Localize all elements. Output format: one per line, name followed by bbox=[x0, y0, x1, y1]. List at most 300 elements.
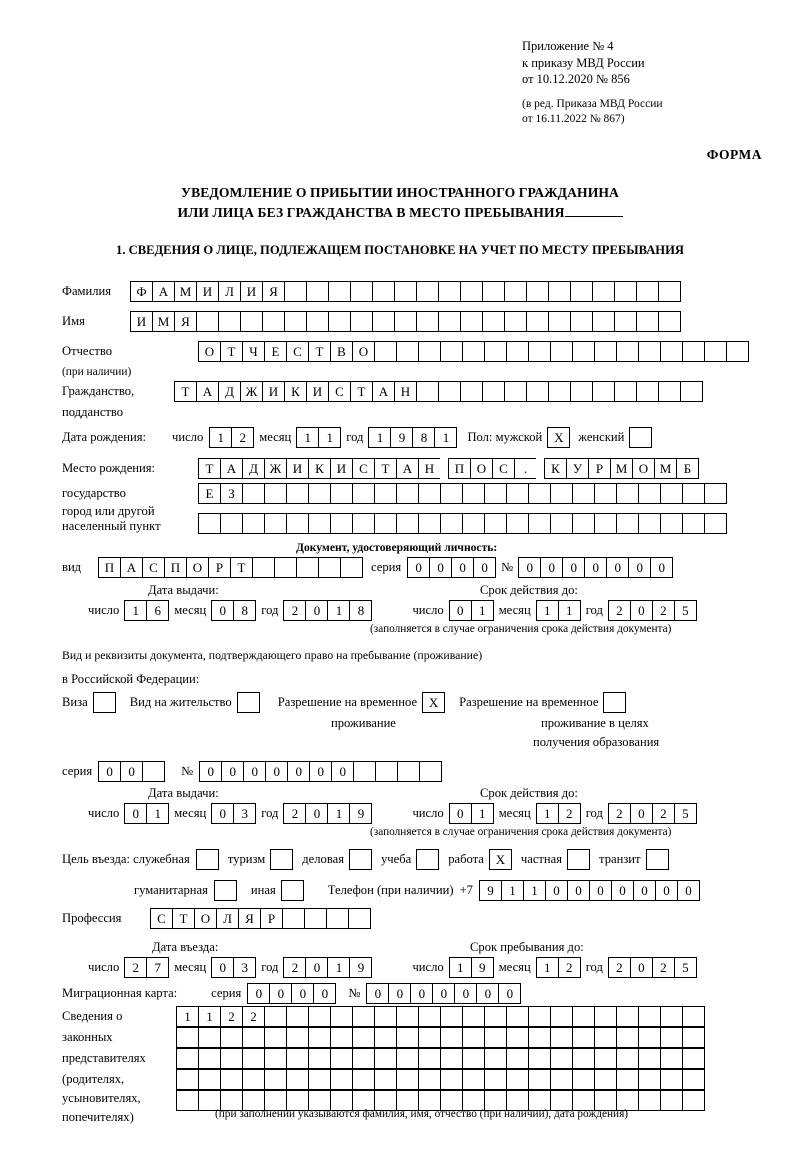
cell[interactable] bbox=[416, 311, 439, 332]
cell[interactable]: В bbox=[330, 341, 353, 362]
doc-type-input[interactable] bbox=[98, 557, 363, 578]
cell[interactable] bbox=[396, 341, 419, 362]
cell[interactable] bbox=[308, 483, 331, 504]
cell[interactable]: С bbox=[492, 458, 515, 479]
cell[interactable] bbox=[550, 513, 573, 534]
cell[interactable]: 0 bbox=[211, 803, 234, 824]
cell[interactable] bbox=[264, 1027, 287, 1048]
cell[interactable] bbox=[352, 483, 375, 504]
cell[interactable] bbox=[682, 1090, 705, 1111]
cell[interactable]: Н bbox=[418, 458, 441, 479]
cell[interactable] bbox=[306, 281, 329, 302]
cell[interactable]: 2 bbox=[652, 957, 675, 978]
cell[interactable] bbox=[726, 341, 749, 362]
cell[interactable] bbox=[440, 513, 463, 534]
entry-month-input[interactable] bbox=[211, 957, 256, 978]
cell[interactable] bbox=[526, 381, 549, 402]
cell[interactable] bbox=[526, 311, 549, 332]
cell[interactable] bbox=[567, 849, 590, 870]
cell[interactable]: 9 bbox=[349, 803, 372, 824]
cell[interactable] bbox=[242, 483, 265, 504]
cell[interactable] bbox=[374, 1069, 397, 1090]
cell[interactable] bbox=[242, 1069, 265, 1090]
cell[interactable] bbox=[462, 513, 485, 534]
cell[interactable] bbox=[682, 1027, 705, 1048]
cell[interactable] bbox=[240, 311, 263, 332]
cell[interactable] bbox=[506, 1069, 529, 1090]
legal-rep-input-4[interactable] bbox=[176, 1069, 705, 1090]
cell[interactable]: К bbox=[308, 458, 331, 479]
citizenship-input[interactable] bbox=[174, 381, 703, 402]
cell[interactable] bbox=[616, 513, 639, 534]
cell[interactable]: 0 bbox=[630, 957, 653, 978]
cell[interactable]: Т bbox=[308, 341, 331, 362]
purpose-work-checkbox[interactable] bbox=[489, 849, 512, 870]
cell[interactable]: 1 bbox=[471, 600, 494, 621]
cell[interactable]: 2 bbox=[608, 600, 631, 621]
cell[interactable]: М bbox=[152, 311, 175, 332]
cell[interactable]: 1 bbox=[434, 427, 457, 448]
cell[interactable] bbox=[548, 311, 571, 332]
cell[interactable] bbox=[176, 1090, 199, 1111]
cell[interactable] bbox=[274, 557, 297, 578]
cell[interactable]: 0 bbox=[98, 761, 121, 782]
cell[interactable] bbox=[506, 513, 529, 534]
cell[interactable] bbox=[504, 381, 527, 402]
cell[interactable] bbox=[638, 1048, 661, 1069]
cell[interactable] bbox=[374, 1048, 397, 1069]
cell[interactable]: 1 bbox=[176, 1006, 199, 1027]
cell[interactable] bbox=[349, 849, 372, 870]
cell[interactable] bbox=[396, 1027, 419, 1048]
cell[interactable] bbox=[308, 1006, 331, 1027]
doc-issue-year-input[interactable] bbox=[283, 600, 372, 621]
cell[interactable] bbox=[484, 1048, 507, 1069]
stay-day-input[interactable] bbox=[449, 957, 494, 978]
cell[interactable] bbox=[526, 281, 549, 302]
cell[interactable]: 1 bbox=[146, 803, 169, 824]
cell[interactable]: 1 bbox=[327, 600, 350, 621]
cell[interactable] bbox=[484, 1027, 507, 1048]
cell[interactable]: 1 bbox=[501, 880, 524, 901]
cell[interactable]: 0 bbox=[305, 957, 328, 978]
cell[interactable] bbox=[594, 1006, 617, 1027]
cell[interactable]: 0 bbox=[451, 557, 474, 578]
cell[interactable] bbox=[284, 311, 307, 332]
cell[interactable] bbox=[660, 483, 683, 504]
cell[interactable]: Я bbox=[238, 908, 261, 929]
cell[interactable]: 3 bbox=[233, 803, 256, 824]
cell[interactable] bbox=[93, 692, 116, 713]
cell[interactable] bbox=[264, 1048, 287, 1069]
cell[interactable]: 0 bbox=[449, 803, 472, 824]
cell[interactable] bbox=[418, 1069, 441, 1090]
cell[interactable]: 9 bbox=[471, 957, 494, 978]
cell[interactable] bbox=[638, 341, 661, 362]
purpose-private-checkbox[interactable] bbox=[567, 849, 590, 870]
cell[interactable] bbox=[374, 341, 397, 362]
edu-residence-checkbox[interactable] bbox=[603, 692, 626, 713]
cell[interactable]: Ч bbox=[242, 341, 265, 362]
cell[interactable] bbox=[638, 1027, 661, 1048]
cell[interactable] bbox=[306, 311, 329, 332]
cell[interactable]: 2 bbox=[242, 1006, 265, 1027]
cell[interactable] bbox=[638, 513, 661, 534]
cell[interactable]: А bbox=[372, 381, 395, 402]
cell[interactable] bbox=[237, 692, 260, 713]
cell[interactable] bbox=[550, 1069, 573, 1090]
cell[interactable] bbox=[418, 483, 441, 504]
cell[interactable]: 0 bbox=[650, 557, 673, 578]
cell[interactable] bbox=[220, 513, 243, 534]
cell[interactable]: 1 bbox=[368, 427, 391, 448]
cell[interactable] bbox=[440, 1027, 463, 1048]
doc-valid-month-input[interactable] bbox=[536, 600, 581, 621]
cell[interactable] bbox=[242, 1027, 265, 1048]
cell[interactable] bbox=[264, 1006, 287, 1027]
cell[interactable]: Ж bbox=[240, 381, 263, 402]
cell[interactable] bbox=[394, 311, 417, 332]
cell[interactable] bbox=[176, 1048, 199, 1069]
cell[interactable] bbox=[704, 341, 727, 362]
cell[interactable] bbox=[572, 1048, 595, 1069]
cell[interactable]: 0 bbox=[309, 761, 332, 782]
cell[interactable] bbox=[636, 381, 659, 402]
cell[interactable]: 0 bbox=[429, 557, 452, 578]
cell[interactable]: 2 bbox=[283, 957, 306, 978]
cell[interactable] bbox=[660, 1048, 683, 1069]
cell[interactable]: 3 bbox=[233, 957, 256, 978]
cell[interactable] bbox=[704, 513, 727, 534]
cell[interactable] bbox=[548, 381, 571, 402]
cell[interactable] bbox=[418, 513, 441, 534]
cell[interactable] bbox=[220, 1027, 243, 1048]
cell[interactable] bbox=[636, 311, 659, 332]
cell[interactable]: 0 bbox=[305, 803, 328, 824]
cell[interactable] bbox=[397, 761, 420, 782]
cell[interactable]: 5 bbox=[674, 600, 697, 621]
cell[interactable]: 2 bbox=[608, 957, 631, 978]
cell[interactable] bbox=[550, 483, 573, 504]
perm-valid-month-input[interactable] bbox=[536, 803, 581, 824]
cell[interactable] bbox=[286, 483, 309, 504]
cell[interactable]: 1 bbox=[536, 957, 559, 978]
cell[interactable] bbox=[660, 1006, 683, 1027]
cell[interactable]: 0 bbox=[476, 983, 499, 1004]
cell[interactable] bbox=[462, 1069, 485, 1090]
cell[interactable] bbox=[528, 1027, 551, 1048]
cell[interactable]: 0 bbox=[567, 880, 590, 901]
sex-male-checkbox[interactable] bbox=[547, 427, 570, 448]
cell[interactable]: 1 bbox=[318, 427, 341, 448]
birth-place-line3-input[interactable] bbox=[198, 513, 727, 534]
cell[interactable]: И bbox=[196, 281, 219, 302]
cell[interactable] bbox=[660, 1069, 683, 1090]
cell[interactable]: П bbox=[164, 557, 187, 578]
cell[interactable] bbox=[284, 281, 307, 302]
cell[interactable]: 0 bbox=[677, 880, 700, 901]
cell[interactable] bbox=[416, 381, 439, 402]
cell[interactable] bbox=[340, 557, 363, 578]
cell[interactable] bbox=[440, 341, 463, 362]
cell[interactable] bbox=[482, 311, 505, 332]
cell[interactable] bbox=[482, 281, 505, 302]
cell[interactable] bbox=[506, 1006, 529, 1027]
cell[interactable]: 0 bbox=[606, 557, 629, 578]
cell[interactable]: Х bbox=[489, 849, 512, 870]
cell[interactable] bbox=[176, 1027, 199, 1048]
cell[interactable]: 0 bbox=[291, 983, 314, 1004]
cell[interactable]: 0 bbox=[584, 557, 607, 578]
perm-valid-year-input[interactable] bbox=[608, 803, 697, 824]
cell[interactable] bbox=[594, 1048, 617, 1069]
cell[interactable] bbox=[438, 281, 461, 302]
cell[interactable]: О bbox=[198, 341, 221, 362]
cell[interactable] bbox=[658, 311, 681, 332]
cell[interactable] bbox=[374, 513, 397, 534]
cell[interactable] bbox=[462, 1027, 485, 1048]
cell[interactable]: М bbox=[654, 458, 677, 479]
cell[interactable] bbox=[374, 1006, 397, 1027]
cell[interactable] bbox=[198, 513, 221, 534]
doc-series-input[interactable] bbox=[407, 557, 496, 578]
cell[interactable] bbox=[636, 281, 659, 302]
legal-rep-input-1[interactable] bbox=[176, 1006, 705, 1027]
cell[interactable] bbox=[308, 1048, 331, 1069]
cell[interactable]: 0 bbox=[630, 600, 653, 621]
cell[interactable] bbox=[504, 311, 527, 332]
cell[interactable] bbox=[220, 1048, 243, 1069]
cell[interactable]: 9 bbox=[390, 427, 413, 448]
cell[interactable]: 0 bbox=[407, 557, 430, 578]
cell[interactable] bbox=[638, 483, 661, 504]
cell[interactable] bbox=[572, 1006, 595, 1027]
cell[interactable] bbox=[375, 761, 398, 782]
cell[interactable] bbox=[242, 1048, 265, 1069]
cell[interactable]: 2 bbox=[652, 600, 675, 621]
cell[interactable] bbox=[352, 1069, 375, 1090]
cell[interactable] bbox=[438, 311, 461, 332]
birth-place-settlement-type-input[interactable] bbox=[448, 458, 537, 479]
cell[interactable]: 1 bbox=[327, 803, 350, 824]
cell[interactable] bbox=[418, 1048, 441, 1069]
cell[interactable]: О bbox=[186, 557, 209, 578]
cell[interactable] bbox=[462, 1048, 485, 1069]
cell[interactable]: Ф bbox=[130, 281, 153, 302]
cell[interactable]: 0 bbox=[305, 600, 328, 621]
cell[interactable] bbox=[660, 1027, 683, 1048]
entry-year-input[interactable] bbox=[283, 957, 372, 978]
cell[interactable] bbox=[262, 311, 285, 332]
cell[interactable] bbox=[460, 381, 483, 402]
cell[interactable] bbox=[616, 1006, 639, 1027]
cell[interactable] bbox=[506, 1027, 529, 1048]
cell[interactable] bbox=[264, 1069, 287, 1090]
cell[interactable] bbox=[592, 281, 615, 302]
cell[interactable] bbox=[548, 281, 571, 302]
cell[interactable]: 0 bbox=[221, 761, 244, 782]
cell[interactable] bbox=[326, 908, 349, 929]
cell[interactable]: 0 bbox=[589, 880, 612, 901]
birth-place-line2-input[interactable] bbox=[198, 483, 727, 504]
stay-year-input[interactable] bbox=[608, 957, 697, 978]
doc-number-input[interactable] bbox=[518, 557, 673, 578]
cell[interactable]: Н bbox=[394, 381, 417, 402]
cell[interactable] bbox=[372, 281, 395, 302]
legal-rep-input-2[interactable] bbox=[176, 1027, 705, 1048]
mig-series-input[interactable] bbox=[247, 983, 336, 1004]
cell[interactable] bbox=[550, 341, 573, 362]
cell[interactable] bbox=[658, 381, 681, 402]
cell[interactable] bbox=[629, 427, 652, 448]
cell[interactable]: Д bbox=[242, 458, 265, 479]
cell[interactable] bbox=[242, 513, 265, 534]
cell[interactable]: 5 bbox=[674, 803, 697, 824]
cell[interactable]: Т bbox=[198, 458, 221, 479]
cell[interactable] bbox=[252, 557, 275, 578]
cell[interactable] bbox=[330, 1048, 353, 1069]
patronymic-input[interactable] bbox=[198, 341, 749, 362]
perm-issue-month-input[interactable] bbox=[211, 803, 256, 824]
cell[interactable]: 0 bbox=[243, 761, 266, 782]
cell[interactable]: Л bbox=[218, 281, 241, 302]
cell[interactable] bbox=[528, 1048, 551, 1069]
cell[interactable]: Ж bbox=[264, 458, 287, 479]
cell[interactable] bbox=[570, 311, 593, 332]
cell[interactable] bbox=[658, 281, 681, 302]
cell[interactable] bbox=[484, 1006, 507, 1027]
cell[interactable]: 0 bbox=[388, 983, 411, 1004]
cell[interactable] bbox=[528, 1006, 551, 1027]
cell[interactable] bbox=[308, 1027, 331, 1048]
cell[interactable]: Р bbox=[588, 458, 611, 479]
cell[interactable]: И bbox=[240, 281, 263, 302]
cell[interactable]: 1 bbox=[209, 427, 232, 448]
cell[interactable] bbox=[592, 381, 615, 402]
cell[interactable] bbox=[220, 1069, 243, 1090]
cell[interactable] bbox=[264, 513, 287, 534]
cell[interactable] bbox=[594, 341, 617, 362]
cell[interactable] bbox=[419, 761, 442, 782]
perm-issue-year-input[interactable] bbox=[283, 803, 372, 824]
profession-input[interactable] bbox=[150, 908, 371, 929]
cell[interactable]: 1 bbox=[536, 600, 559, 621]
cell[interactable] bbox=[704, 483, 727, 504]
cell[interactable]: С bbox=[286, 341, 309, 362]
doc-issue-month-input[interactable] bbox=[211, 600, 256, 621]
cell[interactable] bbox=[570, 281, 593, 302]
cell[interactable]: 0 bbox=[454, 983, 477, 1004]
cell[interactable] bbox=[603, 692, 626, 713]
cell[interactable]: 0 bbox=[366, 983, 389, 1004]
cell[interactable] bbox=[438, 381, 461, 402]
cell[interactable] bbox=[594, 1069, 617, 1090]
cell[interactable] bbox=[484, 513, 507, 534]
cell[interactable]: 2 bbox=[124, 957, 147, 978]
doc-valid-year-input[interactable] bbox=[608, 600, 697, 621]
purpose-tourism-checkbox[interactable] bbox=[270, 849, 293, 870]
cell[interactable]: 0 bbox=[247, 983, 270, 1004]
cell[interactable] bbox=[638, 1006, 661, 1027]
cell[interactable] bbox=[616, 341, 639, 362]
cell[interactable]: 0 bbox=[498, 983, 521, 1004]
cell[interactable]: Т bbox=[374, 458, 397, 479]
cell[interactable] bbox=[374, 483, 397, 504]
cell[interactable]: 0 bbox=[540, 557, 563, 578]
cell[interactable]: О bbox=[470, 458, 493, 479]
cell[interactable] bbox=[484, 1069, 507, 1090]
cell[interactable] bbox=[352, 1048, 375, 1069]
cell[interactable]: П bbox=[98, 557, 121, 578]
cell[interactable]: Т bbox=[220, 341, 243, 362]
cell[interactable] bbox=[682, 1006, 705, 1027]
cell[interactable] bbox=[198, 1069, 221, 1090]
cell[interactable]: 8 bbox=[349, 600, 372, 621]
cell[interactable]: Я bbox=[174, 311, 197, 332]
cell[interactable]: Е bbox=[198, 483, 221, 504]
cell[interactable]: К bbox=[544, 458, 567, 479]
cell[interactable] bbox=[570, 381, 593, 402]
cell[interactable]: 0 bbox=[473, 557, 496, 578]
cell[interactable] bbox=[614, 381, 637, 402]
perm-number-input[interactable] bbox=[199, 761, 442, 782]
birth-place-country-input[interactable] bbox=[198, 458, 441, 479]
cell[interactable]: 2 bbox=[558, 957, 581, 978]
cell[interactable]: 6 bbox=[146, 600, 169, 621]
cell[interactable]: И bbox=[330, 458, 353, 479]
cell[interactable] bbox=[482, 381, 505, 402]
cell[interactable] bbox=[328, 281, 351, 302]
cell[interactable]: А bbox=[396, 458, 419, 479]
cell[interactable] bbox=[142, 761, 165, 782]
cell[interactable] bbox=[504, 281, 527, 302]
cell[interactable]: М bbox=[174, 281, 197, 302]
cell[interactable]: Х bbox=[547, 427, 570, 448]
cell[interactable] bbox=[614, 311, 637, 332]
cell[interactable]: 0 bbox=[655, 880, 678, 901]
cell[interactable]: 0 bbox=[630, 803, 653, 824]
cell[interactable] bbox=[270, 849, 293, 870]
cell[interactable] bbox=[348, 908, 371, 929]
cell[interactable] bbox=[506, 483, 529, 504]
cell[interactable] bbox=[264, 483, 287, 504]
cell[interactable] bbox=[286, 1069, 309, 1090]
cell[interactable]: 5 bbox=[674, 957, 697, 978]
cell[interactable] bbox=[592, 311, 615, 332]
cell[interactable]: С bbox=[150, 908, 173, 929]
cell[interactable]: К bbox=[284, 381, 307, 402]
cell[interactable] bbox=[352, 1027, 375, 1048]
cell[interactable]: Т bbox=[174, 381, 197, 402]
cell[interactable] bbox=[308, 1069, 331, 1090]
birth-year-input[interactable] bbox=[368, 427, 457, 448]
cell[interactable] bbox=[286, 1027, 309, 1048]
cell[interactable]: Т bbox=[172, 908, 195, 929]
cell[interactable]: С bbox=[352, 458, 375, 479]
cell[interactable] bbox=[286, 1006, 309, 1027]
cell[interactable] bbox=[616, 1027, 639, 1048]
cell[interactable]: 0 bbox=[432, 983, 455, 1004]
cell[interactable]: 0 bbox=[545, 880, 568, 901]
cell[interactable]: 0 bbox=[265, 761, 288, 782]
cell[interactable] bbox=[330, 483, 353, 504]
cell[interactable] bbox=[660, 341, 683, 362]
cell[interactable]: 1 bbox=[471, 803, 494, 824]
cell[interactable] bbox=[396, 1006, 419, 1027]
cell[interactable]: 0 bbox=[410, 983, 433, 1004]
cell[interactable]: 2 bbox=[283, 600, 306, 621]
cell[interactable]: 2 bbox=[220, 1006, 243, 1027]
